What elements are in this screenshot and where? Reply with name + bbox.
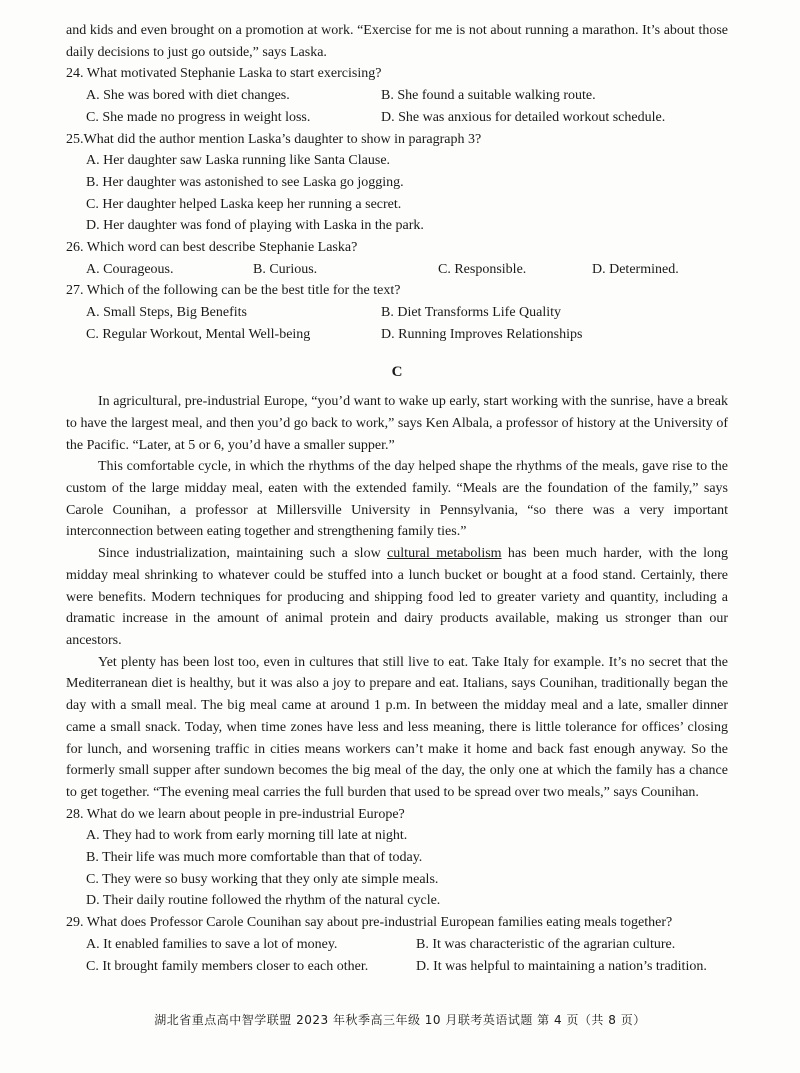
option-row [66,302,728,324]
question-27 [66,280,728,345]
question-24 [66,63,728,128]
option-row [66,259,728,281]
option-row [66,324,728,346]
question-stem: 24. What motivated Stephanie Laska to start exercising? [66,66,382,82]
question-stem: 26. Which word can best describe Stephanie Laska? [66,240,358,256]
option-c: C. Responsible. [438,261,527,277]
option-b: B. Diet Transforms Life Quality [381,305,562,321]
option-b: B. Their life was much more comfortable than that of today. [86,850,423,866]
paragraph-text: Since industrialization, maintaining such a slow [98,546,388,562]
option-row [66,107,728,129]
option-a: A. Small Steps, Big Benefits [86,305,247,321]
question-stem: 28. What do we learn about people in pre-industrial Europe? [66,806,405,822]
option-b: B. Her daughter was astonished to see Laska go jogging. [86,174,404,190]
option-c: C. They were so busy working that they only ate simple meals. [86,871,439,887]
option-b: B. It was characteristic of the agrarian culture. [416,936,676,952]
passage-c-paragraph-3 [66,543,728,652]
option-a: A. Her daughter saw Laska running like Santa Clause. [86,153,391,169]
underlined-phrase: cultural metabolism [387,546,502,562]
option-d: D. Running Improves Relationships [381,326,583,342]
question-26 [66,237,728,280]
option-b: B. She found a suitable walking route. [381,88,596,104]
option-a: A. They had to work from early morning till late at night. [86,828,408,844]
option-row [66,85,728,107]
option-d: D. She was anxious for detailed workout schedule. [381,109,666,125]
option-c: C. She made no progress in weight loss. [86,109,311,125]
option-a: A. Courageous. [86,261,174,277]
paragraph-text: has been much harder, with the long midday meal shrinking to whatever could be stuffed into a lunch bucket or bought at a food stand. Certainly, there were benefits. Modern techniques for producing and shipping food led to greater variety and quantity, including a dramatic increase in the amount of animal protein and dairy products available, making us stronger than our ancestors. [66,546,728,648]
option-row [66,956,728,978]
passage-c-paragraph-4: Yet plenty has been lost too, even in cultures that still live to eat. Take Italy for example. It’s no secret that the Mediterranean diet is healthy, but it was also a joy to prepare and eat. Italians, says Counihan, traditionally began the day with a small meal. The big meal came at around 1 p.m. In between the midday meal and a late, smaller dinner came a small snack. Today, when time zones have less and less meaning, there is little tolerance for offices’ closing for lunch, and worsening traffic in cities means workers can’t make it home and back fast enough anyway. So the formerly small supper after sundown becomes the big meal of the day, the only one at which the family has a chance to get together. “The evening meal carries the full burden that used to be spread over two meals,” says Counihan. [66,654,728,800]
option-d: D. Determined. [592,261,679,277]
passage-b-tail: and kids and even brought on a promotion at work. “Exercise for me is not about running a marathon. It’s about those daily decisions to just go outside,” says Laska. [66,23,728,60]
passage-c-paragraph-1: In agricultural, pre-industrial Europe, “you’d want to wake up early, start working with the sunrise, have a break to have the largest meal, and then you’d go back to work,” says Ken Albala, a professor of history at the University of the Pacific. “Later, at 5 or 6, you’d have a smaller supper.” [66,394,728,453]
question-28 [66,804,728,913]
question-stem: 29. What does Professor Carole Counihan say about pre-industrial European families eating meals together? [66,915,673,931]
option-a: A. She was bored with diet changes. [86,88,290,104]
page-footer: 湖北省重点高中智学联盟 2023 年秋季高三年级 10 月联考英语试题 第 4 页（共 8 页） [154,1013,646,1027]
option-d: D. It was helpful to maintaining a nation’s tradition. [416,958,707,974]
passage-c-paragraph-2: This comfortable cycle, in which the rhythms of the day helped shape the rhythms of the meals, gave rise to the custom of the large midday meal, eaten with the extended family. “Meals are the foundation of the family,” says Carole Counihan, a professor at Millersville University in Pennsylvania, “so there was a very important interconnection between eating together and strengthening family ties.” [66,459,728,540]
section-heading: C [391,363,403,380]
option-b: B. Curious. [253,261,318,277]
option-d: D. Her daughter was fond of playing with Laska in the park. [86,218,424,234]
option-row [66,934,728,956]
question-25 [66,129,728,238]
question-stem: 27. Which of the following can be the best title for the text? [66,283,401,299]
option-c: C. It brought family members closer to each other. [86,958,369,974]
question-stem: 25.What did the author mention Laska’s daughter to show in paragraph 3? [66,131,482,147]
option-c: C. Regular Workout, Mental Well-being [86,326,311,342]
question-29 [66,912,728,977]
option-d: D. Their daily routine followed the rhythm of the natural cycle. [86,893,441,909]
option-c: C. Her daughter helped Laska keep her running a secret. [86,196,402,212]
option-a: A. It enabled families to save a lot of money. [86,936,338,952]
